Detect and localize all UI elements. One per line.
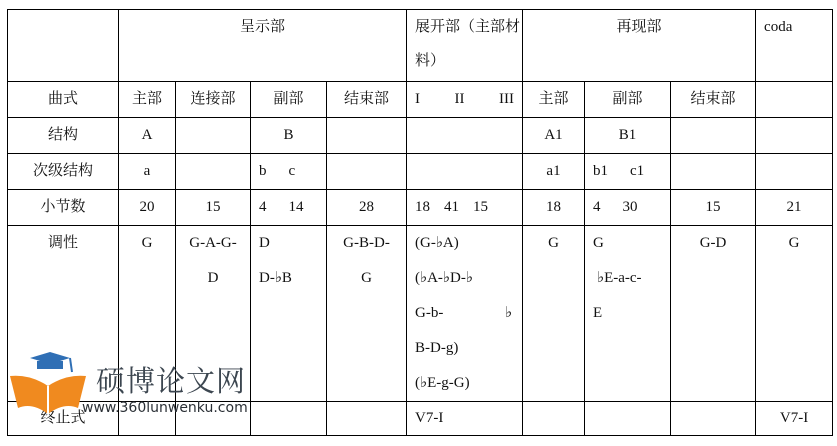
rec-main-key: G — [523, 226, 585, 402]
corner-cell — [8, 10, 119, 82]
development-header: 展开部（主部材料） — [407, 10, 523, 82]
rec-main-measures: 18 — [523, 190, 585, 226]
dev-section-2: II — [454, 91, 465, 107]
rec-closing-label: 结束部 — [671, 82, 756, 118]
exp-closing-substructure — [327, 154, 407, 190]
dev-sections-cell — [407, 82, 523, 118]
exp-transition-measures: 15 — [176, 190, 251, 226]
dev-cadence: V7-I — [407, 402, 523, 436]
exp-closing-key: G-B-D- G — [327, 226, 407, 402]
coda-cadence: V7-I — [756, 402, 833, 436]
exp-transition-structure — [176, 118, 251, 154]
rec-closing-structure — [671, 118, 756, 154]
exp-secondary-measures: 4 14 — [251, 190, 327, 226]
exp-secondary-structure: B — [251, 118, 327, 154]
dev-section-1: I — [415, 91, 421, 107]
rec-secondary-key: G ♭E-a-c- E — [585, 226, 671, 402]
rec-secondary-measures: 4 30 — [585, 190, 671, 226]
dev-section-3: III — [499, 91, 515, 107]
row-label-substructure: 次级结构 — [8, 154, 119, 190]
measures-row — [8, 190, 833, 226]
rec-closing-cadence — [671, 402, 756, 436]
rec-secondary-label: 副部 — [585, 82, 671, 118]
exp-closing-cadence — [327, 402, 407, 436]
rec-closing-measures: 15 — [671, 190, 756, 226]
row-label-structure: 结构 — [8, 118, 119, 154]
exp-main-label: 主部 — [119, 82, 176, 118]
exp-closing-label: 结束部 — [327, 82, 407, 118]
coda-measures: 21 — [756, 190, 833, 226]
rec-main-substructure: a1 — [523, 154, 585, 190]
dev-structure — [407, 118, 523, 154]
mortarboard-band — [37, 361, 63, 369]
watermark-url: www.360lunwenku.com — [82, 400, 248, 416]
dev-key: (G-♭A) (♭A-♭D-♭ G-b- ♭ B-D-g) (♭E-g-G) — [407, 226, 523, 402]
row-label-key: 调性 — [8, 226, 119, 402]
coda-substructure — [756, 154, 833, 190]
rec-main-cadence — [523, 402, 585, 436]
row-label-measures: 小节数 — [8, 190, 119, 226]
recapitulation-header: 再现部 — [523, 10, 756, 82]
section-header-row — [8, 10, 833, 82]
coda-structure — [756, 118, 833, 154]
rec-secondary-cadence — [585, 402, 671, 436]
watermark-logo — [6, 352, 90, 420]
substructure-row — [8, 154, 833, 190]
coda-key: G — [756, 226, 833, 402]
exp-main-key: G — [119, 226, 176, 402]
structure-row — [8, 118, 833, 154]
exp-closing-structure — [327, 118, 407, 154]
rec-main-label: 主部 — [523, 82, 585, 118]
exp-transition-label: 连接部 — [176, 82, 251, 118]
coda-form-cell — [756, 82, 833, 118]
row-label-form: 曲式 — [8, 82, 119, 118]
exp-main-substructure: a — [119, 154, 176, 190]
rec-main-structure: A1 — [523, 118, 585, 154]
row-label-cadence: 终止式 — [8, 402, 119, 436]
coda-header: coda — [756, 10, 833, 82]
exp-closing-measures: 28 — [327, 190, 407, 226]
exp-main-measures: 20 — [119, 190, 176, 226]
exp-transition-key: G-A-G- D — [176, 226, 251, 402]
dev-measures: 18 41 15 — [407, 190, 523, 226]
dev-substructure — [407, 154, 523, 190]
rec-closing-key: G-D — [671, 226, 756, 402]
exp-secondary-substructure: b c — [251, 154, 327, 190]
rec-closing-substructure — [671, 154, 756, 190]
exp-secondary-cadence — [251, 402, 327, 436]
exp-secondary-key: D D-♭B — [251, 226, 327, 402]
exposition-header: 呈示部 — [119, 10, 407, 82]
watermark-title: 硕博论文网 — [96, 364, 247, 398]
exp-secondary-label: 副部 — [251, 82, 327, 118]
tassel — [70, 358, 72, 372]
rec-secondary-structure: B1 — [585, 118, 671, 154]
exp-transition-substructure — [176, 154, 251, 190]
exp-main-structure: A — [119, 118, 176, 154]
rec-secondary-substructure: b1 c1 — [585, 154, 671, 190]
form-row — [8, 82, 833, 118]
